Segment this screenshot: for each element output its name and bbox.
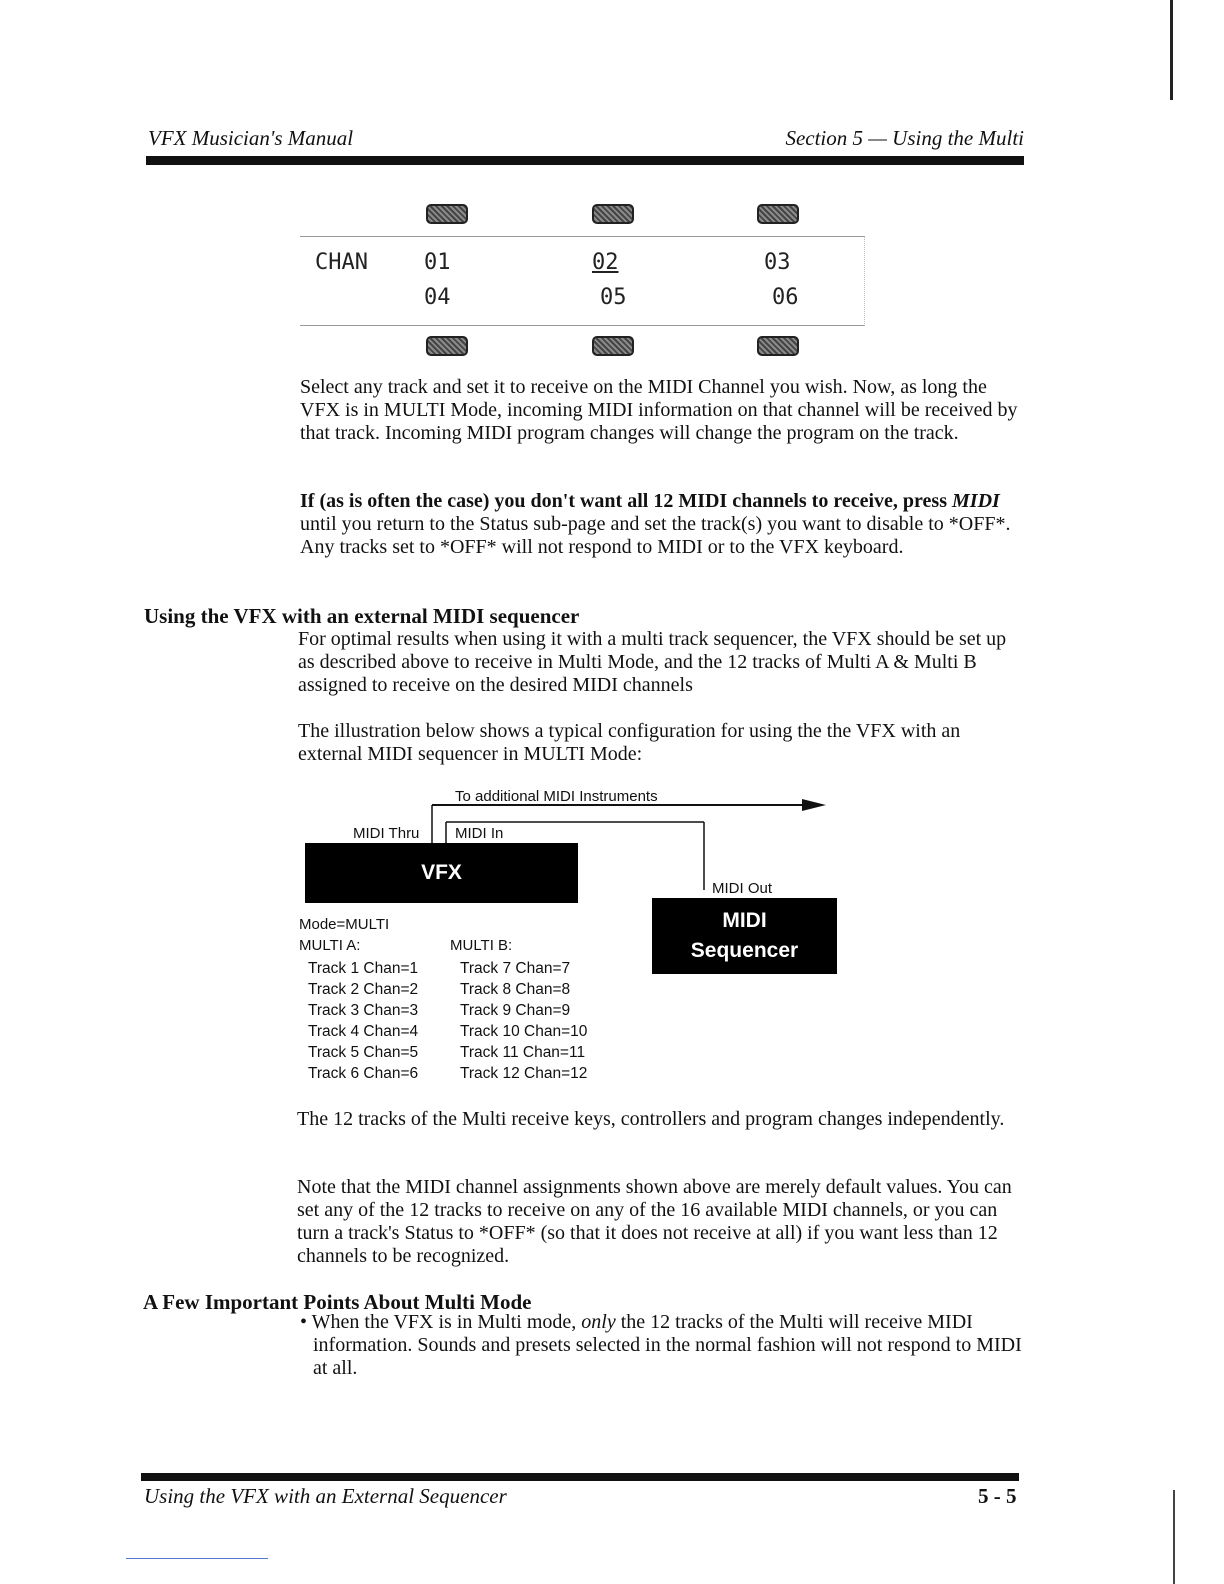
track-assignment: Track 11 Chan=11	[460, 1044, 586, 1061]
sequencer-label-line1: MIDI	[722, 909, 767, 932]
page-edge-mark	[1170, 0, 1173, 100]
track-assignment: Track 12 Chan=12	[460, 1065, 588, 1082]
soft-button-2	[592, 204, 634, 224]
soft-button-6	[757, 336, 799, 356]
track-assignment: Track 10 Chan=10	[460, 1023, 588, 1040]
paragraph: The 12 tracks of the Multi receive keys, controllers and program changes independently.	[297, 1108, 1005, 1130]
scan-artifact-line	[126, 1558, 268, 1559]
track-assignment: Track 4 Chan=4	[308, 1023, 419, 1040]
paragraph: The illustration below shows a typical configuration for using the the VFX with an external MIDI sequencer in MULTI Mode:	[298, 720, 961, 765]
track-assignment: Track 5 Chan=5	[308, 1044, 419, 1061]
midi-in-label: MIDI In	[455, 825, 504, 842]
paragraph-note	[300, 490, 1025, 559]
page-edge-mark	[1173, 1490, 1175, 1584]
running-footer-title: Using the VFX with an External Sequencer	[144, 1484, 507, 1508]
multi-a-track-list	[308, 958, 418, 1084]
midi-thru-label: MIDI Thru	[353, 825, 420, 842]
emphasis-text: If (as is often the case) you don't want all 12 MIDI channels to receive, press	[300, 490, 953, 512]
track-assignment: Track 1 Chan=1	[308, 960, 419, 977]
lcd-value: 03	[764, 250, 791, 275]
track-assignment: Track 7 Chan=7	[460, 960, 571, 977]
multi-a-label: MULTI A:	[299, 937, 361, 954]
track-assignment: Track 2 Chan=2	[308, 981, 419, 998]
running-header-title: VFX Musician's Manual	[148, 126, 354, 150]
bullet-text: • When the VFX is in Multi mode,	[300, 1311, 582, 1333]
midi-sequencer-box	[652, 898, 837, 974]
running-header-section: Section 5 — Using the Multi	[785, 126, 1024, 150]
bullet-text: the 12 tracks of the Multi will receive MIDI information. Sounds and presets selected in the normal fashion will not respond to MIDI at all.	[313, 1311, 1022, 1379]
button-name-text: MIDI	[952, 490, 1000, 512]
track-assignment: Track 6 Chan=6	[308, 1065, 419, 1082]
vfx-box-label: VFX	[421, 861, 462, 884]
sequencer-label-line2: Sequencer	[690, 939, 799, 962]
additional-instruments-label: To additional MIDI Instruments	[455, 788, 658, 805]
paragraph: For optimal results when using it with a multi track sequencer, the VFX should be set up as described above to receive in Multi Mode, and the 12 tracks of Multi A & Multi B assigned to receive on the desired MIDI channels	[298, 628, 1007, 696]
paragraph: Note that the MIDI channel assignments shown above are merely default values. You can set any of the 12 tracks to receive on any of the 16 available MIDI channels, or you can turn a track's Status to *OFF* (so that it does not receive at all) if you want less than 12 channels to be recognized.	[297, 1176, 1012, 1267]
section-heading: A Few Important Points About Multi Mode	[143, 1290, 532, 1314]
soft-button-1	[426, 204, 468, 224]
lcd-value: 01	[424, 250, 451, 275]
midi-out-label: MIDI Out	[712, 880, 773, 897]
page-number: 5 - 5	[978, 1484, 1017, 1508]
soft-button-3	[757, 204, 799, 224]
paragraph-text: until you return to the Status sub-page and set the track(s) you want to disable to *OFF*. Any tracks set to *OFF* will not respond to MIDI or to the VFX keyboard.	[300, 513, 1011, 558]
section-heading: Using the VFX with an external MIDI sequencer	[144, 604, 580, 628]
paragraph: Select any track and set it to receive on the MIDI Channel you wish. Now, as long the VFX is in MULTI Mode, incoming MIDI information on that channel will be received by that track. Incoming MIDI program changes will change the program on the track.	[300, 376, 1018, 444]
multi-b-label: MULTI B:	[450, 937, 513, 954]
soft-button-4	[426, 336, 468, 356]
lcd-value-selected: 02	[592, 250, 619, 275]
lcd-label: CHAN	[315, 250, 368, 275]
header-rule	[146, 156, 1024, 165]
soft-button-5	[592, 336, 634, 356]
track-assignment: Track 3 Chan=3	[308, 1002, 419, 1019]
track-assignment: Track 9 Chan=9	[460, 1002, 571, 1019]
lcd-value: 06	[772, 285, 799, 310]
lcd-value: 04	[424, 285, 451, 310]
track-assignment: Track 8 Chan=8	[460, 981, 571, 998]
multi-b-track-list	[460, 958, 587, 1084]
lcd-value: 05	[600, 285, 627, 310]
vfx-box	[305, 843, 578, 903]
bullet-emphasis: only	[581, 1311, 616, 1333]
bullet-item	[300, 1311, 1024, 1380]
footer-rule	[141, 1473, 1019, 1481]
mode-label: Mode=MULTI	[299, 916, 390, 933]
